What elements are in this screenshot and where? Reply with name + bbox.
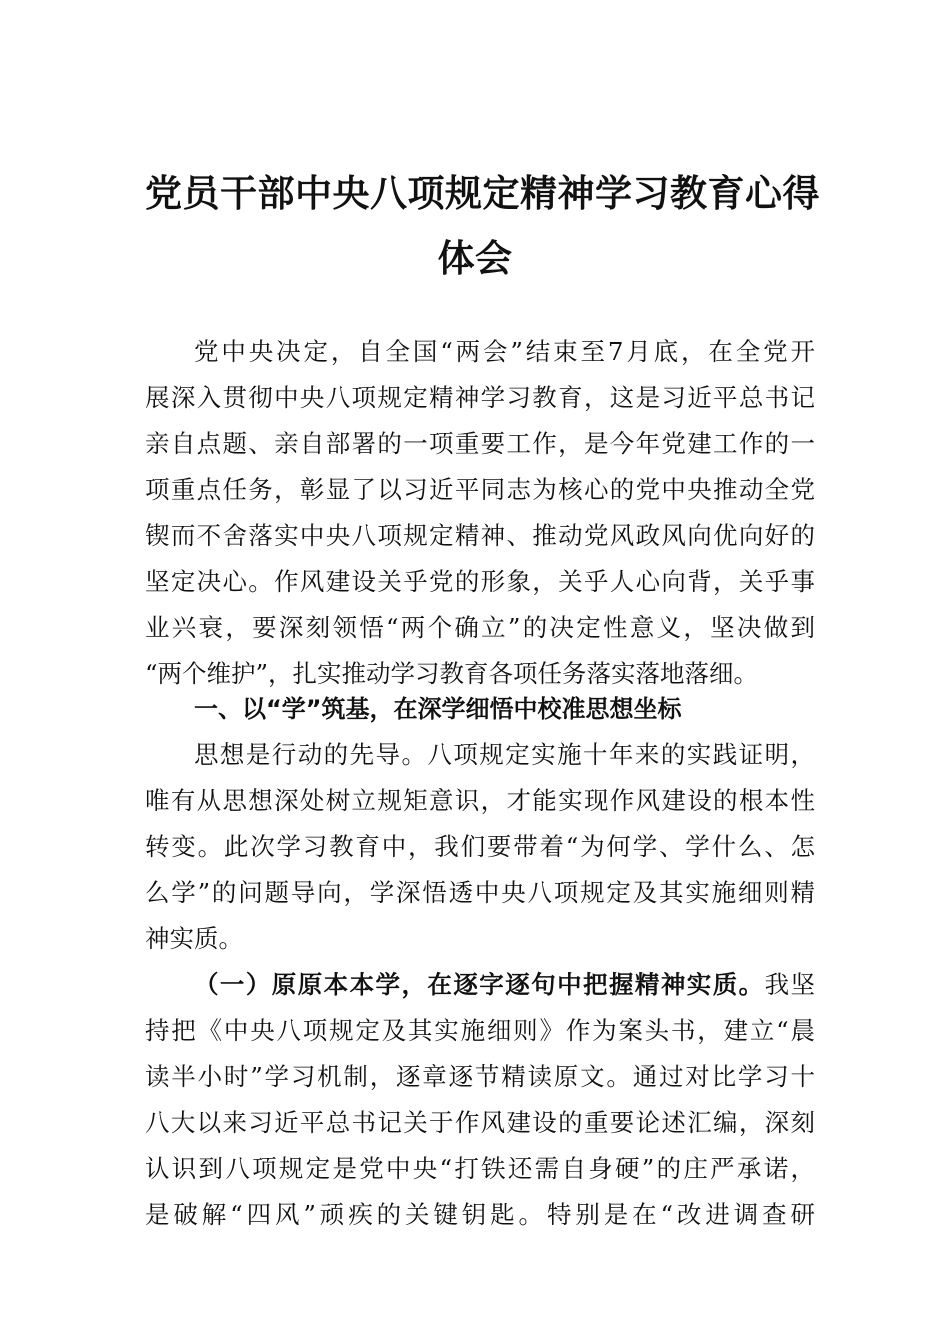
section-1-line: 唯有从思想深处树立规矩意识，才能实现作风建设的根本性 — [145, 786, 815, 815]
intro-line: 党中央决定，自全国“两会”结束至7月底，在全党开 — [194, 337, 815, 366]
intro-paragraph — [145, 329, 815, 697]
subsection-1-line: 八大以来习近平总书记关于作风建设的重要论述汇编，深刻 — [145, 1108, 815, 1137]
subsection-1-line: 读半小时”学习机制，逐章逐节精读原文。通过对比学习十 — [145, 1062, 815, 1091]
section-1-line: 转变。此次学习教育中，我们要带着“为何学、学什么、怎 — [145, 832, 815, 861]
document-title-line-2: 体会 — [437, 236, 513, 280]
subsection-1-paragraph — [145, 962, 815, 1238]
section-1-line: 思想是行动的先导。八项规定实施十年来的实践证明， — [194, 740, 815, 769]
intro-line: 锲而不舍落实中央八项规定精神、推动党风政风向优向好的 — [145, 521, 815, 550]
subsection-1-line: 是破解“四风”顽疾的关键钥匙。特别是在“改进调查研 — [145, 1200, 815, 1229]
intro-line: 业兴衰，要深刻领悟“两个确立”的决定性意义，坚决做到 — [145, 613, 815, 642]
subsection-1-first-line — [145, 962, 815, 1008]
subsection-1-line: 持把《中央八项规定及其实施细则》作为案头书，建立“晨 — [145, 1016, 815, 1045]
intro-line: 展深入贯彻中央八项规定精神学习教育，这是习近平总书记 — [145, 383, 815, 412]
section-1-paragraph — [145, 732, 815, 962]
section-1-line: 么学”的问题导向，学深悟透中央八项规定及其实施细则精 — [145, 878, 815, 907]
section-1-heading: 一、以“学”筑基，在深学细悟中校准思想坐标 — [194, 695, 682, 723]
intro-line: 坚定决心。作风建设关乎党的形象，关乎人心向背，关乎事 — [145, 567, 815, 596]
section-1-line: 神实质。 — [145, 924, 243, 953]
intro-line: “两个维护”，扎实推动学习教育各项任务落实落地落细。 — [145, 659, 759, 688]
subsection-1-line: 认识到八项规定是党中央“打铁还需自身硬”的庄严承诺， — [145, 1154, 815, 1183]
subsection-1-lead-rest: 我坚 — [764, 970, 816, 999]
document-title-line-1: 党员干部中央八项规定精神学习教育心得 — [145, 171, 820, 215]
intro-line: 亲自点题、亲自部署的一项重要工作，是今年党建工作的一 — [145, 429, 815, 458]
subsection-1-lead: （一）原原本本学，在逐字逐句中把握精神实质。 — [194, 970, 765, 999]
intro-line: 项重点任务，彰显了以习近平同志为核心的党中央推动全党 — [145, 475, 815, 504]
